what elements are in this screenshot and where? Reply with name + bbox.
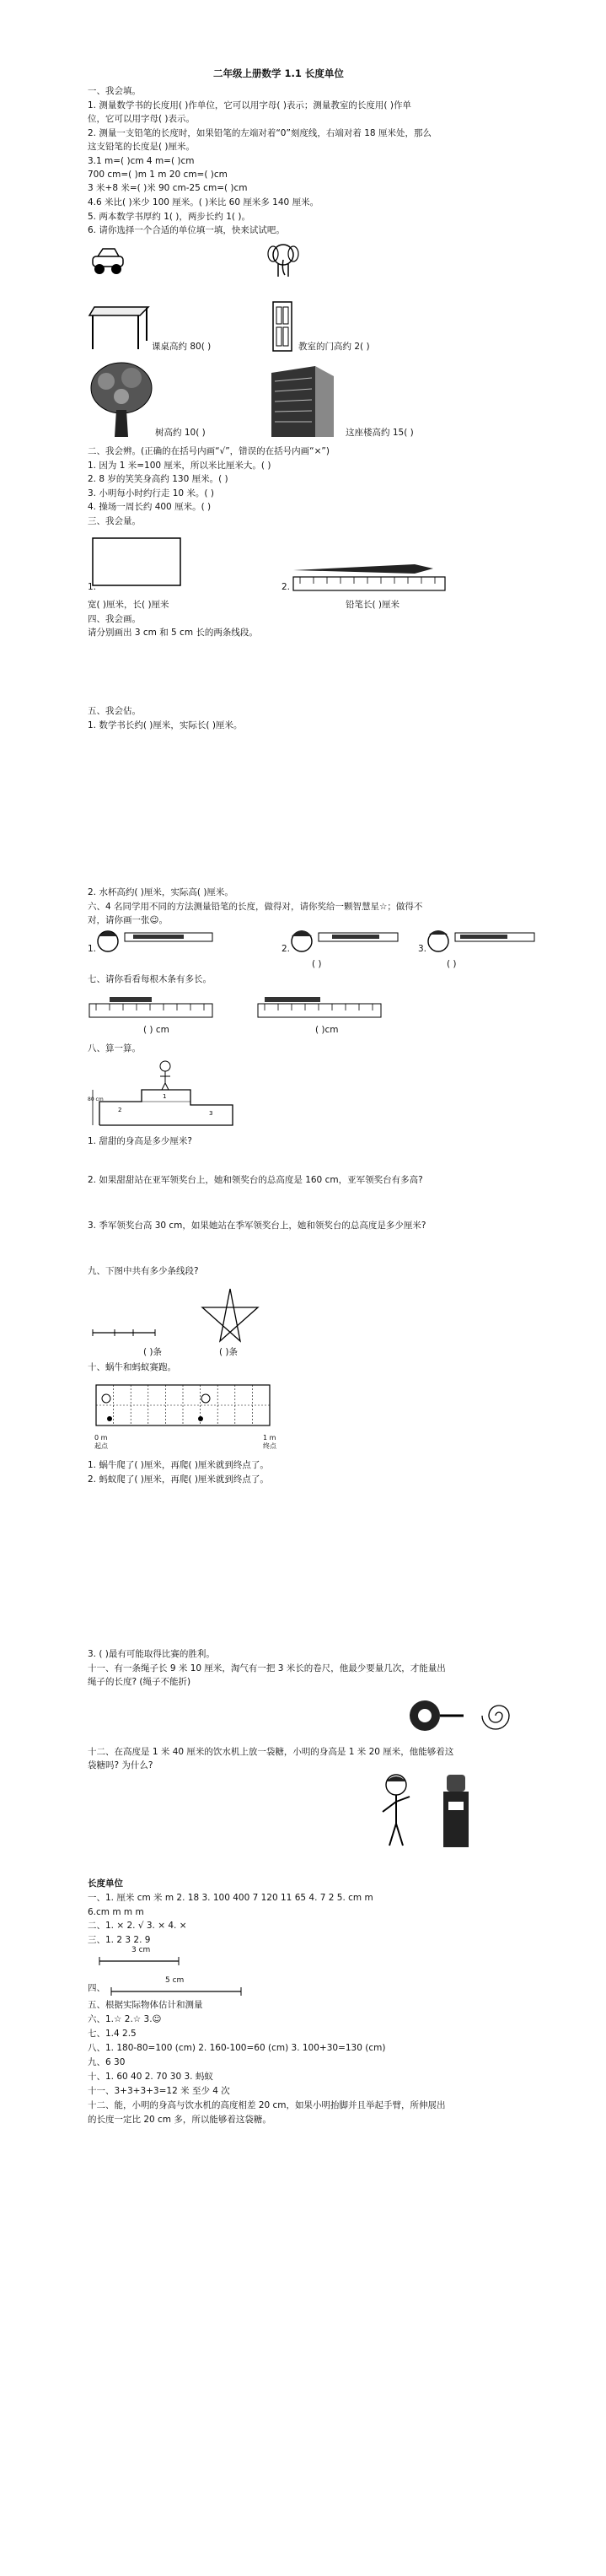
segment-5cm-drawing [110,1986,244,1997]
s1-q6: 6. 请你选择一个合适的单位填一填，快来试试吧。 [88,225,285,235]
s7-answer1: ( ) cm [143,1025,169,1035]
race-start-word: 起点 [94,1442,108,1450]
s7-stick2-ruler [256,995,383,1021]
section-7-heading: 七、请你看看每根木条有多长。 [88,974,212,984]
answer-line-7: 六、1.☆ 2.☆ 3.☺ [88,2014,162,2024]
answer-line-3: 二、1. × 2. √ 3. × 4. × [88,1921,187,1931]
building-caption: 这座楼高约 15( ) [346,428,414,438]
s7-stick1-ruler [88,995,214,1021]
s1-q5: 5. 两本数学书厚约 1( )，两步长约 1( )。 [88,212,250,222]
s6-child1-measuring [96,926,214,957]
section-11-heading: 十一、有一条绳子长 9 米 10 厘米，淘气有一把 3 米长的卷尺，他最少要量几次，才能量出 [88,1663,446,1673]
s5-q1: 1. 数学书长约( )厘米，实际长( )厘米。 [88,720,243,730]
s3-rectangle-answer: 宽( )厘米，长( )厘米 [88,600,169,610]
s10-q1: 1. 蜗牛爬了( )厘米，再爬( )厘米就到终点了。 [88,1460,269,1470]
answer-line-9: 八、1. 180-80=100 (cm) 2. 160-100=60 (cm) 3. 100+30=130 (cm) [88,2043,386,2053]
race-track-diagram [94,1380,280,1432]
answer-line-4: 三、1. 2 3 2. 9 [88,1935,151,1945]
answer-line-8: 七、1.4 2.5 [88,2029,137,2039]
section-3-heading: 三、我会量。 [88,516,141,526]
tape-measure-and-rope-image [405,1695,523,1738]
podium-diagram [88,1058,256,1129]
segment-5cm-label: 5 cm [165,1976,185,1985]
star-figure [201,1287,260,1343]
s7-answer2: ( )cm [315,1025,339,1035]
s2-q1: 1. 因为 1 米=100 厘米，所以米比厘米大。( ) [88,461,271,471]
s2-q3: 3. 小明每小时约行走 10 米。( ) [88,488,214,498]
toy-car-image [88,245,130,278]
s5-q2: 2. 水杯高约( )厘米，实际高( )厘米。 [88,887,233,897]
s4-text: 请分别画出 3 cm 和 5 cm 长的两条线段。 [88,628,258,638]
measure-rectangle [91,536,184,589]
s6-item3-number: 3. [418,944,427,954]
answer-line-2: 6.cm m m m [88,1907,144,1917]
answer-line-10: 九、6 30 [88,2057,126,2067]
s1-q1-line2: 位，它可以用字母( )表示。 [88,114,196,124]
s10-q2: 2. 蚂蚁爬了( )厘米，再爬( )厘米就到终点了。 [88,1474,269,1485]
s2-q4: 4. 操场一周长约 400 厘米。( ) [88,502,212,512]
answer-line-5: 四、 [88,1983,105,1993]
s10-q3: 3. ( )最有可能取得比赛的胜利。 [88,1649,215,1659]
s6-item1-number: 1. [88,944,97,954]
s1-q2-line1: 2. 测量一支铅笔的长度时，如果铅笔的左端对着“0”刻度线，右端对着 18 厘米处，那么 [88,128,432,138]
s1-q4: 4.6 米比( )米少 100 厘米。( )米比 60 厘米多 140 厘米。 [88,197,319,207]
section-6-heading-line2: 对，请你画一张☺。 [88,915,168,925]
segment-3cm-drawing [98,1955,182,1967]
s6-answer3: ( ) [447,959,457,969]
s1-q3-line3: 3 米+8 米=( )米 90 cm-25 cm=( )cm [88,183,248,193]
page-title: 二年级上册数学 1.1 长度单位 [213,67,344,79]
segment-3cm-label: 3 cm [131,1946,151,1954]
section-12-heading-line2: 袋糖吗? 为什么? [88,1760,153,1770]
section-4-heading: 四、我会画。 [88,614,141,624]
section-9-heading: 九、下图中共有多少条线段? [88,1266,199,1276]
s6-item2-number: 2. [282,944,291,954]
section-8-heading: 八、算一算。 [88,1043,141,1054]
boy-and-water-dispenser-image [371,1771,480,1849]
pencil-on-ruler-image [288,560,448,594]
s2-q2: 2. 8 岁的笑笑身高约 130 厘米。( ) [88,474,228,484]
svg-text:3: 3 [209,1110,213,1117]
race-end-label: 1 m [263,1434,276,1442]
s1-q1-line1: 1. 测量数学书的长度用( )作单位，它可以用字母( )表示；测量教室的长度用( )作单 [88,100,411,110]
answer-key-title: 长度单位 [88,1878,123,1889]
s8-q1: 1. 甜甜的身高是多少厘米? [88,1136,192,1146]
answer-line-6: 五、根据实际物体估计和测量 [88,2000,203,2010]
race-end-word: 终点 [263,1442,276,1450]
s6-child2-measuring [290,926,400,957]
building-image [268,363,337,439]
section-10-heading: 十、蜗牛和蚂蚁赛跑。 [88,1362,176,1372]
toy-elephant-image [266,241,300,278]
s1-q2-line2: 这支铅笔的长度是( )厘米。 [88,142,196,152]
s3-item2-number: 2. [282,582,291,592]
section-2-heading: 二、我会辨。(正确的在括号内画“√”，错误的在括号内画“×”) [88,446,330,456]
s8-q2: 2. 如果甜甜站在亚军领奖台上，她和领奖台的总高度是 160 cm，亚军领奖台有多高? [88,1175,423,1185]
section-1-heading: 一、我会填。 [88,86,141,96]
tree-image [88,361,155,439]
answer-line-1: 一、1. 厘米 cm 米 m 2. 18 3. 100 400 7 120 11 65 4. 7 2 5. cm m [88,1893,373,1903]
tree-caption: 树高约 10( ) [155,428,206,438]
section-11-heading-line2: 绳子的长度? (绳子不能折) [88,1677,191,1687]
desk-caption: 课桌高约 80( ) [152,342,212,352]
answer-line-11: 十、1. 60 40 2. 70 30 3. 蚂蚁 [88,2072,213,2082]
answer-line-12: 十一、3+3+3+3=12 米 至少 4 次 [88,2086,230,2096]
s9-answer2: ( )条 [219,1347,239,1357]
svg-text:2: 2 [118,1107,122,1113]
s1-q3-line1: 3.1 m=( )cm 4 m=( )cm [88,156,195,166]
section-6-heading: 六、4 名同学用不同的方法测量铅笔的长度，做得对，请你奖给一颗智慧星☆；做得不 [88,902,423,912]
s3-pencil-answer: 铅笔长( )厘米 [346,600,400,610]
answer-line-13: 十二、能，小明的身高与饮水机的高度相差 20 cm，如果小明抬脚并且举起手臂，所伸展出 [88,2100,446,2110]
s6-answer2: ( ) [312,959,322,969]
section-12-heading: 十二、在高度是 1 米 40 厘米的饮水机上放一袋糖，小明的身高是 1 米 20 厘米，他能够着这 [88,1747,454,1757]
desk-image [88,300,155,353]
section-5-heading: 五、我会估。 [88,706,141,716]
door-image [271,300,293,353]
door-caption: 教室的门高约 2( ) [298,342,370,352]
s8-q3: 3. 季军领奖台高 30 cm，如果她站在季军领奖台上，她和领奖台的总高度是多少厘米? [88,1221,426,1231]
answer-line-14: 的长度一定比 20 cm 多，所以能够着这袋糖。 [88,2115,271,2125]
s1-q3-line2: 700 cm=( )m 1 m 20 cm=( )cm [88,170,228,180]
line-segment-figure [91,1324,158,1341]
s9-answer1: ( )条 [143,1347,163,1357]
s3-item1-number: 1. [88,582,97,592]
race-start-label: 0 m [94,1434,108,1442]
svg-text:1: 1 [163,1093,167,1100]
podium-height-label: 80 cm [88,1097,104,1102]
s6-child3-measuring [426,926,536,957]
